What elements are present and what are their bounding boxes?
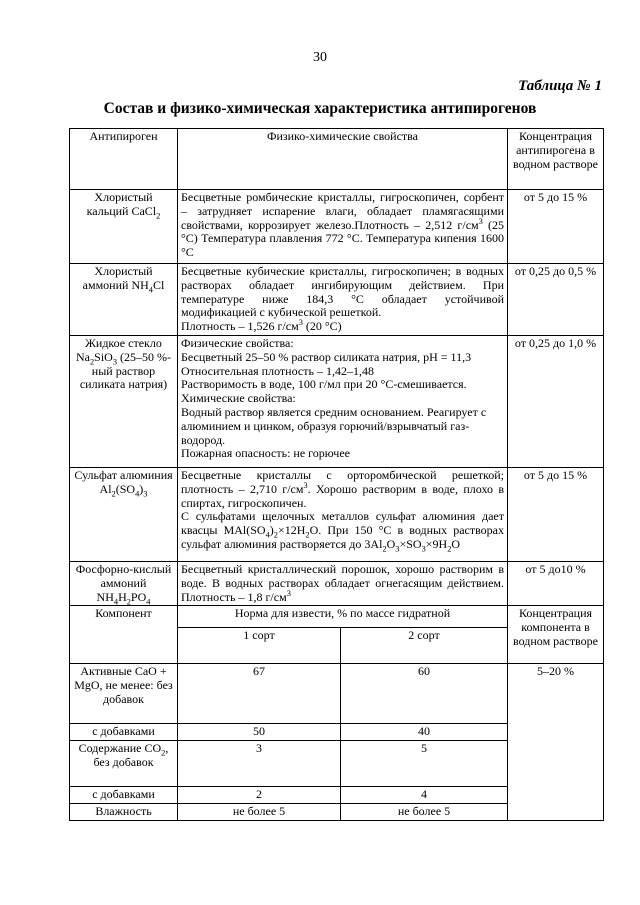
row-properties: Бесцветные кристаллы с орторомбической решеткой; плотность – 2,710 $г/см^3$. Хорошо растворим в воде, плохо в спиртах, гигроскопичен. С сульфатами щелочных металлов сульфат алюминия дает квасцы $MAl(SO_4)_2\times 12H_2O$. При 150 °С в водных растворах сульфат алюминия растворяется до $3Al_2O_3\times SO_3\times 9H_2O$ — [178, 467, 508, 561]
subscript: 3 — [112, 357, 118, 367]
lime-grade-2-value: 4 — [341, 787, 508, 804]
lime-row-name: Содержание $CO_2$, без добавок — [70, 741, 178, 787]
row-concentration: от 5 до10 % — [508, 561, 604, 605]
lime-grade-2-value: 5 — [341, 741, 508, 787]
lime-grade-1-value: не более 5 — [178, 803, 341, 820]
row-properties: Бесцветный кристаллический порошок, хорошо растворим в воде. В водных растворах обладает огнегасящим действием. Плотность – 1,8 $г/см^3$ — [178, 561, 508, 605]
superscript: 3 — [298, 318, 303, 328]
row-name: Жидкое стекло $Na_2SiO_3$ (25–50 %-ный раствор силиката натрия) — [70, 335, 178, 467]
lime-header-row — [70, 606, 604, 628]
subscript: 2 — [156, 211, 161, 221]
row-concentration: от 0,25 до 1,0 % — [508, 335, 604, 467]
lime-grade-1-value: 67 — [178, 664, 341, 724]
lime-row-name: с добавками — [70, 787, 178, 804]
table-row — [70, 264, 604, 336]
lime-grade-2-value: не более 5 — [341, 803, 508, 820]
table-header-row — [70, 129, 604, 190]
page-number: 30 — [313, 50, 327, 65]
lime-grade-1-value: 2 — [178, 787, 341, 804]
table-number: Таблица № 1 — [518, 78, 602, 94]
row-properties: Физические свойства: Бесцветный 25–50 % раствор силиката натрия, pH = 11,3 Относительная плотность – 1,42–1,48 Растворимость в воде, 100 г/мл при 20 °С-смешивается. Химические свойства: Водный раствор является средним основанием. Реагирует с алюминием и цинком, образуя горючий/взрывчатый газ-водород. Пожарная опасность: не горючее — [178, 335, 508, 467]
table-row — [70, 561, 604, 605]
subscript: 2 — [447, 544, 452, 554]
row-properties: Бесцветные ромбические кристаллы, гигроскопичен, сорбент – затрудняет испарение влаги, обладает пламягасящими свойствами, коррозирует железо.Плотность – 2,512 $г/см^3$ (25 °С) Температура плавления 772 °С. Температура кипения 1600 °С — [178, 190, 508, 264]
lime-grade-1-value: 3 — [178, 741, 341, 787]
row-name: Фосфорно-кислый аммоний $NH_4H_2PO_4$ — [70, 561, 178, 605]
header-component-concentration: Концентрация компонента в водном растворе — [508, 606, 604, 664]
header-properties: Физико-химические свойства — [178, 129, 508, 190]
subscript: 2 — [89, 357, 95, 367]
header-grade-2: 2 сорт — [341, 628, 508, 664]
row-properties: Бесцветные кубические кристаллы, гигроскопичен; в водных растворах обладает ингибирующим действием. При температуре ниже 184,3 °С обладает устойчивой модификацией с кубической решеткой. Плотность – 1,526 $г/см^3$ (20 °С) — [178, 264, 508, 336]
lime-grade-2-value: 40 — [341, 724, 508, 741]
superscript: 3 — [286, 588, 291, 598]
row-name: Сульфат алюминия $Al_2(SO_4)_3$ — [70, 467, 178, 561]
row-name: Хлористый кальций CaCl$_2$ — [70, 190, 178, 264]
header-antipyrene: Антипироген — [70, 129, 178, 190]
header-concentration: Концентрация антипирогена в водном растворе — [508, 129, 604, 190]
subscript: 4 — [265, 530, 270, 540]
subscript: 2 — [161, 748, 166, 758]
table-row — [70, 467, 604, 561]
subscript: 2 — [111, 489, 116, 499]
table-row — [70, 335, 604, 467]
row-concentration: от 0,25 до 0,5 % — [508, 264, 604, 336]
subscript: 2 — [273, 530, 278, 540]
subscript: 4 — [135, 489, 140, 499]
subscript: 4 — [146, 596, 151, 606]
lime-concentration-value: 5–20 % — [508, 664, 604, 820]
header-component: Компонент — [70, 606, 178, 664]
lime-row-name: с добавками — [70, 724, 178, 741]
subscript: 2 — [126, 596, 131, 606]
row-name: Хлористый аммоний $NH_4Cl$ — [70, 264, 178, 336]
subscript: 3 — [421, 544, 426, 554]
antipyrene-table — [69, 128, 604, 821]
subscript: 3 — [143, 489, 148, 499]
subscript: 3 — [395, 544, 400, 554]
subscript: 4 — [113, 596, 119, 606]
subscript: 2 — [305, 530, 310, 540]
lime-grade-2-value: 60 — [341, 664, 508, 724]
lime-grade-1-value: 50 — [178, 724, 341, 741]
superscript: 3 — [303, 480, 308, 490]
table-row — [70, 664, 604, 724]
row-concentration: от 5 до 15 % — [508, 467, 604, 561]
row-concentration: от 5 до 15 % — [508, 190, 604, 264]
header-norm: Норма для извести, % по массе гидратной — [178, 606, 508, 628]
lime-row-name: Активные CaO + MgO, не менее: без добавок — [70, 664, 178, 724]
superscript: 3 — [478, 216, 483, 226]
lime-row-name: Влажность — [70, 803, 178, 820]
header-grade-1: 1 сорт — [178, 628, 341, 664]
table-row — [70, 190, 604, 264]
subscript: 2 — [382, 544, 387, 554]
subscript: 4 — [148, 285, 153, 295]
table-title: Состав и физико-химическая характеристика антипирогенов — [103, 100, 537, 117]
